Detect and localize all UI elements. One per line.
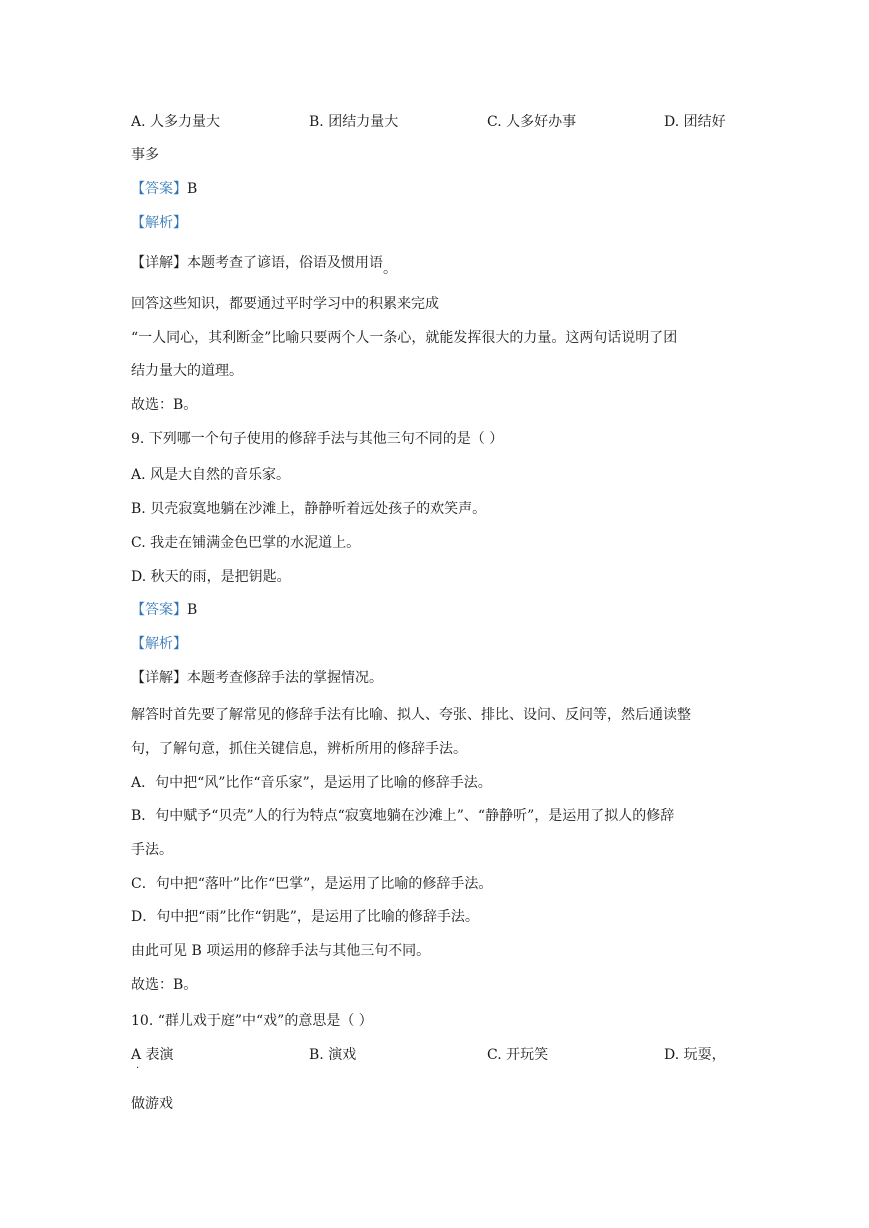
q9-line-9: 故选：B。 [131, 977, 198, 993]
answer-label: 【答案】 [131, 181, 187, 197]
q9-answer [131, 600, 197, 620]
q9-question: 9. 下列哪一个句子使用的修辞手法与其他三句不同的是（ ） [131, 431, 504, 447]
q9-option-a: A. 风是大自然的音乐家。 [131, 467, 291, 483]
detail-label: 【详解】 [131, 255, 187, 271]
q9-option-c: C. 我走在铺满金色巴掌的水泥道上。 [131, 535, 361, 551]
q8-option-d: D. 团结好 [664, 114, 726, 130]
q10-option-c: C. 开玩笑 [487, 1047, 549, 1063]
q8-option-d-continued: 事多 [131, 147, 159, 163]
q8-option-c: C. 人多好办事 [487, 114, 577, 130]
answer-value: B [187, 602, 198, 618]
q9-line-2: 句，了解句意，抓住关键信息，辨析所用的修辞手法。 [131, 741, 467, 757]
q9-line-8: 由此可见 B 项运用的修辞手法与其他三句不同。 [131, 943, 431, 959]
q9-option-d: D. 秋天的雨，是把钥匙。 [131, 569, 291, 585]
q8-detail [131, 253, 397, 277]
q8-analysis-label: 【解析】 [131, 215, 187, 231]
q10-question: 10. “群儿戏于庭”中“戏”的意思是（ ） [131, 1013, 373, 1029]
detail-label: 【详解】 [131, 670, 187, 686]
q10-option-d-continued: 做游戏 [131, 1096, 173, 1112]
answer-value: B [187, 181, 198, 197]
q9-analysis-label: 【解析】 [131, 636, 187, 652]
answer-label: 【答案】 [131, 602, 187, 618]
q8-option-b: B. 团结力量大 [309, 114, 399, 130]
q9-line-3: A．句中把“风”比作“音乐家”，是运用了比喻的修辞手法。 [131, 775, 492, 791]
q8-line-1: 回答这些知识，都要通过平时学习中的积累来完成 [131, 296, 439, 312]
q10-option-b: B. 演戏 [309, 1047, 357, 1063]
q8-line-2: “一人同心，其利断金”比喻只要两个人一条心，就能发挥很大的力量。这两句话说明了团 [131, 330, 678, 346]
q9-line-5: 手法。 [131, 842, 173, 858]
detail-text: 本题考查了谚语，俗语及惯用语 [187, 255, 383, 271]
q8-answer [131, 179, 197, 199]
q9-option-b: B. 贝壳寂寞地躺在沙滩上，静静听着远处孩子的欢笑声。 [131, 501, 487, 517]
detail-mark: 。 [383, 261, 397, 277]
detail-text: 本题考查修辞手法的掌握情况。 [187, 670, 383, 686]
q8-line-4: 故选：B。 [131, 397, 198, 413]
q9-line-7: D．句中把“雨”比作“钥匙”，是运用了比喻的修辞手法。 [131, 909, 479, 925]
q9-line-1: 解答时首先要了解常见的修辞手法有比喻、拟人、夸张、排比、设问、反问等，然后通读整 [131, 707, 691, 723]
q8-line-3: 结力量大的道理。 [131, 363, 243, 379]
q10-option-d: D. 玩耍， [664, 1047, 726, 1063]
q10-option-a: A 表演 [131, 1047, 174, 1063]
q9-detail [131, 668, 383, 688]
q9-line-4: B．句中赋予“贝壳”人的行为特点“寂寞地躺在沙滩上”、“静静听”，是运用了拟人的修辞 [131, 808, 675, 824]
emphasis-dot: · [136, 1063, 140, 1074]
q9-line-6: C．句中把“落叶”比作“巴掌”，是运用了比喻的修辞手法。 [131, 876, 493, 892]
q8-option-a: A. 人多力量大 [131, 114, 221, 130]
